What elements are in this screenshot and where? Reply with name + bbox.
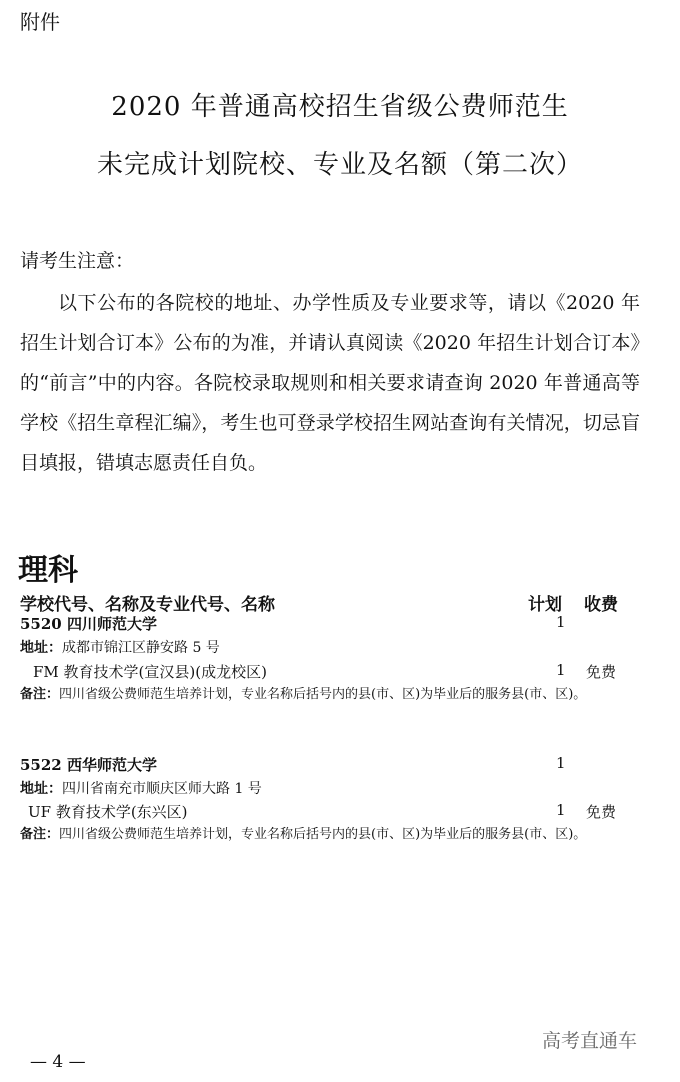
document-title-line-1: 2020 年普通高校招生省级公费师范生: [111, 92, 569, 122]
school-address: [20, 637, 220, 657]
school-note: [20, 824, 646, 846]
table-header-fee: 收费: [584, 595, 618, 615]
document-title-line-2: 未完成计划院校、专业及名额（第二次）: [96, 150, 583, 180]
major-row: FM 教育技术学(宣汉县)(成龙校区): [33, 663, 267, 681]
address-value: 四川省南充市顺庆区师大路 1 号: [62, 781, 262, 797]
school-note: [20, 684, 646, 706]
annex-label: 附件: [20, 10, 60, 34]
major-fee: 免费: [586, 663, 617, 681]
major-row: UF 教育技术学(东兴区): [28, 803, 188, 821]
note-label: 备注：: [20, 687, 60, 702]
school-code-name: 5520 四川师范大学: [20, 615, 157, 633]
section-heading: 理科: [18, 553, 78, 588]
notice-label: 请考生注意：: [20, 250, 135, 272]
address-label: 地址：: [20, 640, 62, 656]
address-value: 成都市锦江区静安路 5 号: [62, 640, 220, 656]
note-label: 备注：: [20, 827, 60, 842]
school-address: [20, 778, 262, 798]
note-text: 四川省级公费师范生培养计划，专业名称后括号内的县(市、区)为毕业后的服务县(市、区)。: [59, 687, 587, 702]
note-text: 四川省级公费师范生培养计划，专业名称后括号内的县(市、区)为毕业后的服务县(市、区)。: [59, 827, 587, 842]
major-plan: 1: [556, 801, 566, 819]
table-header-plan: 计划: [528, 595, 562, 615]
major-fee: 免费: [586, 803, 617, 821]
school-code-name: 5522 西华师范大学: [20, 756, 157, 774]
page-number: — 4 —: [30, 1052, 86, 1072]
address-label: 地址：: [20, 781, 62, 797]
notice-body: 以下公布的各院校的地址、办学性质及专业要求等，请以《2020 年招生计划合订本》公布的为准，并请认真阅读《2020 年招生计划合订本》的“前言”中的内容。各院校录取规则和相关要求请查询 2020 年普通高等学校《招生章程汇编》，考生也可登录学校招生网站查询有关情况，切忌盲目填报，错填志愿责任自负。: [20, 292, 640, 474]
table-header-name: 学校代号、名称及专业代号、名称: [20, 595, 275, 615]
school-plan: 1: [556, 613, 566, 631]
watermark-text: 高考直通车: [542, 1030, 638, 1052]
major-plan: 1: [556, 661, 566, 679]
school-plan: 1: [556, 754, 566, 772]
